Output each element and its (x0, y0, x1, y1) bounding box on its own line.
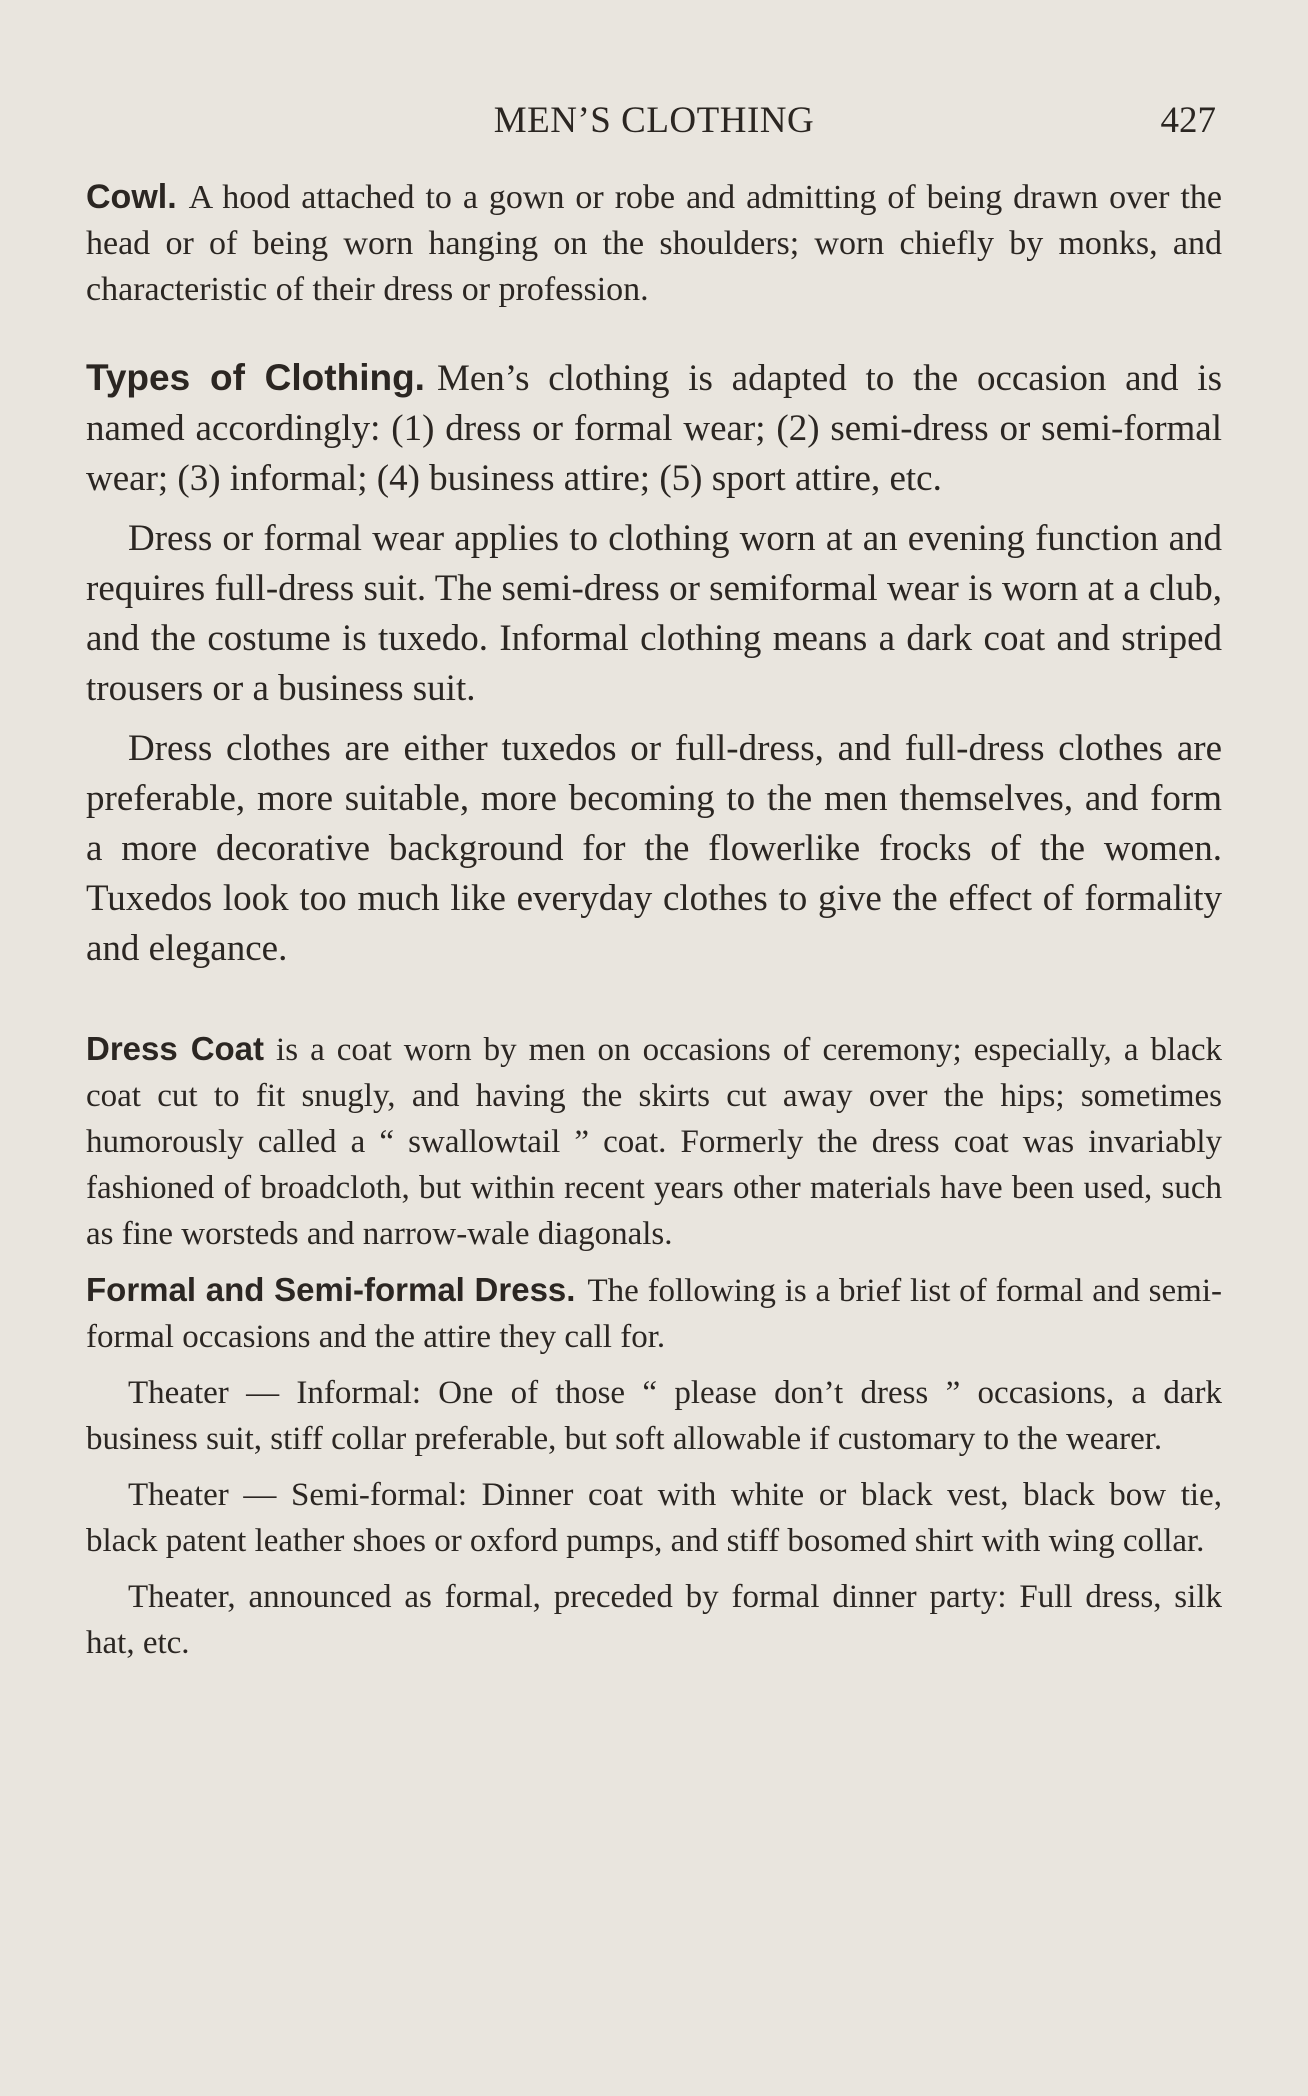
entry-formal-semi-formal-dress (86, 1267, 1222, 1360)
paragraph-theater-informal: Theater — Informal: One of those “ please don’t dress ” occasions, a dark business suit, stiff collar preferable, but soft allowable if customary to the wearer. (86, 1375, 1222, 1457)
entry-term: Formal and Semi-formal Dress. (86, 1271, 576, 1308)
running-title: MEN’S CLOTHING (493, 100, 815, 141)
page-number: 427 (1160, 100, 1216, 141)
entry-cowl (86, 174, 1222, 313)
paragraph-theater-semi-formal: Theater — Semi-formal: Dinner coat with white or black vest, black bow tie, black patent leather shoes or oxford pumps, and stiff bosomed shirt with wing collar. (86, 1477, 1222, 1559)
paragraph-dress-clothes: Dress clothes are either tuxedos or full-dress, and full-dress clothes are preferable, more suitable, more becoming to the men themselves, and form a more decorative background for the flowerlike frocks of the women. Tuxedos look too much like everyday clothes to give the effect of formality and elegance. (86, 728, 1222, 969)
entry-text: is a coat worn by men on occasions of ceremony; especially, a black coat cut to fit snugly, and having the skirts cut away over the hips; sometimes humorously called a “ swallowtail ” coat. Formerly the dress coat was invariably fashioned of broadcloth, but within recent years other materials have been used, such as fine worsteds and narrow-wale diagonals. (86, 1032, 1222, 1252)
entry-term: Types of Clothing. (86, 357, 425, 398)
entry-term: Cowl. (86, 178, 177, 216)
paragraph-theater-formal: Theater, announced as formal, preceded by formal dinner party: Full dress, silk hat, etc. (86, 1579, 1222, 1661)
entry-term: Dress Coat (86, 1030, 265, 1067)
entry-types-of-clothing (86, 353, 1222, 504)
entry-text: A hood attached to a gown or robe and admitting of being drawn over the head or of being worn hanging on the shoulders; worn chiefly by monks, and characteristic of their dress or profession. (86, 179, 1222, 308)
entry-text: The following is a brief list of formal and semi-formal occasions and the attire they call for. (86, 1273, 1222, 1355)
page-header (86, 96, 1222, 146)
page-body (86, 174, 1222, 1666)
paragraph-formal-wear: Dress or formal wear applies to clothing worn at an evening function and requires full-dress suit. The semi-dress or semiformal wear is worn at a club, and the costume is tuxedo. Informal clothing means a dark coat and striped trousers or a business suit. (86, 518, 1222, 709)
entry-dress-coat (86, 1026, 1222, 1257)
entry-text: Men’s clothing is adapted to the occasion and is named accordingly: (1) dress or formal wear; (2) semi-dress or semi-formal wear; (3) informal; (4) business attire; (5) sport attire, etc. (86, 358, 1222, 499)
